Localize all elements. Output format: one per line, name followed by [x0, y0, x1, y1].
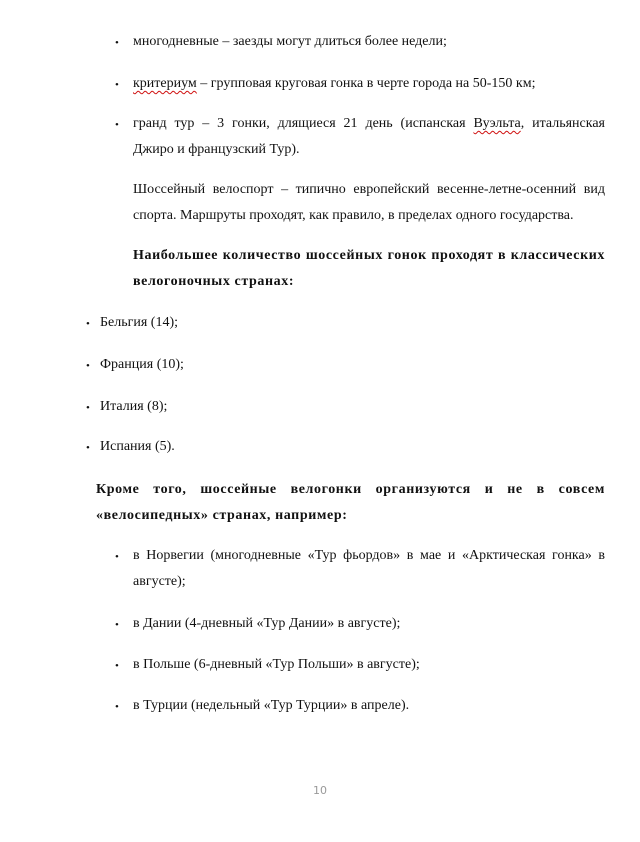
bullet-icon: •	[86, 442, 90, 454]
list-item	[133, 111, 605, 163]
bullet-icon: •	[115, 37, 119, 49]
bullet-icon: •	[115, 119, 119, 131]
bold-paragraph: Кроме того, шоссейные велогонки организуются и не в совсем «велосипедных» странах, например:	[96, 482, 605, 523]
list-item-text: – групповая круговая гонка в черте города на 50-150 км;	[196, 76, 536, 91]
list-item: Франция (10);	[100, 357, 184, 372]
list-item: в Польше (6-дневный «Тур Польши» в августе);	[133, 657, 420, 672]
misspelled-word[interactable]: критериум	[133, 76, 197, 91]
bullet-icon: •	[86, 360, 90, 372]
list-item: в Турции (недельный «Тур Турции» в апреле).	[133, 698, 410, 713]
paragraph: Шоссейный велоспорт – типично европейский весенне-летне-осенний вид спорта. Маршруты проходят, как правило, в пределах одного государства.	[133, 182, 605, 223]
page-number: 10	[313, 784, 327, 797]
list-item: в Норвегии (многодневные «Тур фьордов» в мае и «Арктическая гонка» в августе);	[133, 548, 605, 589]
list-item: в Дании (4-дневный «Тур Дании» в августе);	[133, 616, 401, 631]
misspelled-word[interactable]: Вуэльта	[473, 116, 521, 131]
list-item	[133, 71, 605, 97]
list-item-text: , итальянская Джиро и французский Тур).	[133, 116, 605, 157]
bullet-icon: •	[115, 551, 119, 563]
list-item: Бельгия (14);	[100, 315, 179, 330]
bullet-icon: •	[86, 402, 90, 414]
list-item: Италия (8);	[100, 399, 168, 414]
bullet-icon: •	[115, 619, 119, 631]
bullet-icon: •	[115, 701, 119, 713]
list-item-text: гранд тур – 3 гонки, длящиеся 21 день (испанская	[133, 116, 474, 131]
bullet-icon: •	[115, 660, 119, 672]
list-item: Испания (5).	[100, 439, 175, 454]
bullet-icon: •	[86, 318, 90, 330]
bullet-icon: •	[115, 79, 119, 91]
list-item: многодневные – заезды могут длиться более недели;	[133, 34, 447, 49]
bold-paragraph: Наибольшее количество шоссейных гонок проходят в классических велогоночных странах:	[133, 248, 605, 289]
